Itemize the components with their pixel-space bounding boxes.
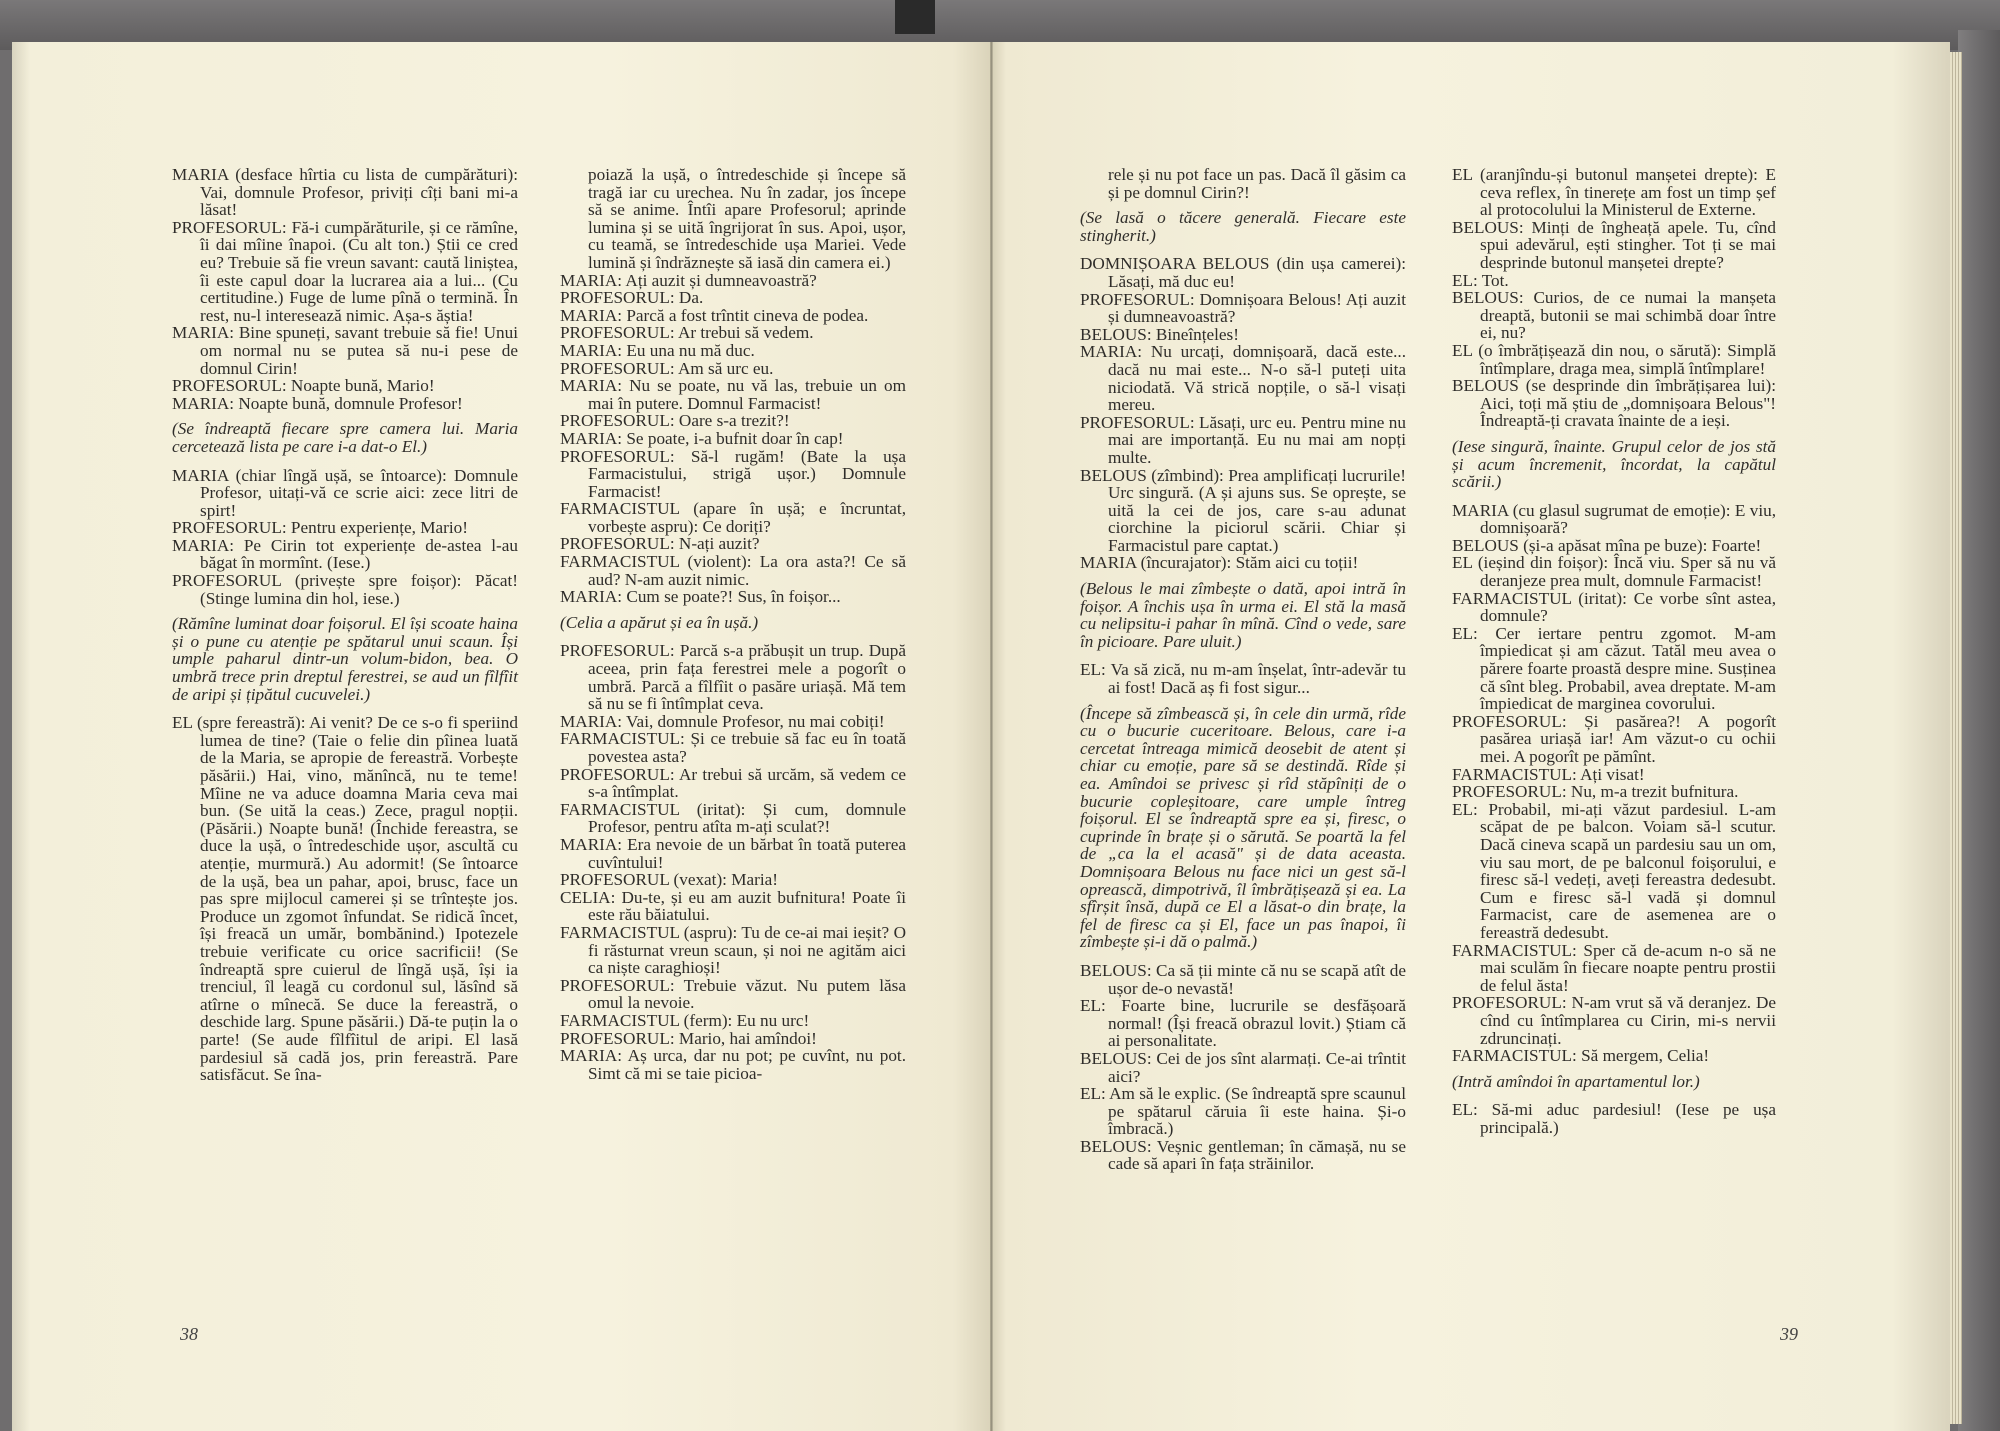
dialogue-line: EL: Am să le explic. (Se îndreaptă spre scaunul pe spătarul căruia îi este haina. Și-o îmbracă.) [1080,1084,1406,1139]
dialogue-line: FARMACISTUL (aspru): Tu de ce-ai mai ieșit? O fi răsturnat vreun scaun, și noi ne agităm aici ca niște caraghioși! [560,922,906,978]
dialogue-line: CELIA: Du-te, și eu am auzit bufnitura! Poate îi este rău băiatului. [560,887,906,925]
stage-direction: (Iese singură, înainte. Grupul celor de jos stă și acum încremenit, încordat, la capătul scării.) [1452,436,1776,492]
dialogue-line: PROFESORUL: Lăsați, urc eu. Pentru mine nu mai are importanță. Eu nu mai am nopți multe. [1080,412,1406,467]
dialogue-line: PROFESORUL: Și pasărea?! A pogorît pasărea uriașă iar! Am văzut-o cu ochii mei. A pogorît pe pămînt. [1452,711,1776,766]
dialogue-line: FARMACISTUL: Și ce trebuie să fac eu în toată povestea asta? [560,729,906,766]
dialogue-line: BELOUS: Bineînțeles! [1080,324,1239,344]
dialogue-line: MARIA (cu glasul sugrumat de emoție): E viu, domnișoară? [1452,500,1776,538]
dialogue-line: BELOUS (zîmbind): Prea amplificați lucrurile! Urc singură. (A și ajuns sus. Se oprește, se uită la cei de jos, care s-au adunat ciorchine la piciorul scării. Chiar și Farmacistul pare captat.) [1080,465,1406,555]
dialogue-line: MARIA: Nu se poate, nu vă las, trebuie un om mai în putere. Domnul Farmacist! [560,376,906,413]
dialogue-line: MARIA: Noapte bună, domnule Profesor! [172,393,463,413]
dialogue-line: PROFESORUL: Mario, hai amîndoi! [560,1028,817,1048]
dialogue-line: MARIA: Cum se poate?! Sus, în foișor... [560,587,841,607]
dialogue-line: MARIA: Bine spuneți, savant trebuie să fie! Unui om normal nu se putea să nu-i pese de domnul Cirin! [172,323,518,378]
stage-direction: (Se lasă o tăcere generală. Fiecare este stingherit.) [1080,208,1406,245]
dialogue-line: BELOUS: Cei de jos sînt alarmați. Ce-ai trîntit aici? [1080,1048,1406,1086]
left-page-column-2 [560,166,906,1082]
dialogue-line: EL: Probabil, mi-ați văzut pardesiul. L-am scăpat de pe balcon. Voiam să-l scutur. Dacă cineva scapă un pardesiu sau un om, viu sau mort, de pe balconul foișorului, e firesc să-l vedeți, aveți fereastra dedesubt. Cum e firesc să-l vadă și domnul Farmacist, care de asemenea are o fereastră dedesubt. [1452,799,1776,942]
dialogue-line: MARIA: Aș urca, dar nu pot; pe cuvînt, nu pot. Simt că mi se taie picioa- [560,1046,906,1083]
dialogue-line: EL (spre fereastră): Ai venit? De ce s-o fi speriind lumea de tine? (Taie o felie din pîinea luată de la Maria, se apropie de fereastră. Vorbește păsării.) Hai, vino, mănîncă, nu te teme! Mîine ne va aduce doamna Maria ceva mai bun. (Se uită la ceas.) Zece, pragul nopții. (Păsării.) Noapte bună! (Închide fereastra, se duce la ușă, o întredeschide ușor, ascultă cu atenție, murmură.) Au adormit! (Se întoarce de la ușă, bea un pahar, apoi, brusc, face un pas spre mijlocul camerei și se trîntește jos. Produce un zgomot înfundat. Se ridică încet, își freacă un umăr, bombănind.) Ipotezele trebuie verificate cu orice sacrificii! (Se îndreaptă spre cuierul de lîngă ușă, își ia trenciul, îl leagă cu cordonul sul, lăsînd să atîrne o mînecă. Se duce la fereastră, o deschide larg. Spune păsării.) Dă-te puțin la o parte! (Se aude fîlfîitul de aripi. El lasă pardesiul să cadă jos, prin fereastră. Pare satisfăcut. Se îna- [172,713,518,1085]
dialogue-line: EL: Foarte bine, lucrurile se desfășoară normal! (Își freacă obrazul lovit.) Știam că ai personalitate. [1080,996,1406,1051]
dialogue-line: PROFESORUL: Nu, m-a trezit bufnitura. [1452,782,1739,802]
dialogue-line: PROFESORUL: Să-l rugăm! (Bate la ușa Farmacistului, strigă ușor.) Domnule Farmacist! [560,446,906,501]
dialogue-line: MARIA: Pe Cirin tot experiențe de-astea l-au băgat în mormînt. (Iese.) [172,535,518,573]
dialogue-line: MARIA: Era nevoie de un bărbat în toată puterea cuvîntului! [560,834,906,872]
right-page-column-1 [1080,166,1406,1173]
dialogue-line: BELOUS (se desprinde din îmbrățișarea lui): Aici, toți mă știu de „domnișoara Belous"! Îndreaptă-ți cravata înainte de a ieși. [1452,376,1776,431]
dialogue-line: BELOUS: Curios, de ce numai la manșeta dreaptă, butonii se mai schimbă doar între ei, nu? [1452,288,1776,343]
dialogue-line: EL (aranjîndu-și butonul manșetei drepte): E ceva reflex, în tinerețe am fost un timp șef al protocolului la Ministerul de Externe. [1452,165,1776,220]
stage-direction: (Se îndreaptă fiecare spre camera lui. Maria cercetează lista pe care i-a dat-o El.) [172,419,518,456]
dialogue-line: FARMACISTUL: Ați visat! [1452,764,1645,784]
dialogue-line: rele și nu pot face un pas. Dacă îl găsim ca și pe domnul Cirin?! [1108,165,1406,202]
dialogue-line: MARIA: Eu una nu mă duc. [560,340,755,360]
dialogue-line: MARIA (încurajator): Stăm aici cu toții! [1080,553,1359,573]
dialogue-line: BELOUS (și-a apăsat mîna pe buze): Foarte! [1452,535,1762,555]
dialogue-line: PROFESORUL: Oare s-a trezit?! [560,411,790,431]
dialogue-line: EL: Va să zică, nu m-am înșelat, într-adevăr tu ai fost! Dacă aș fi fost sigur... [1080,660,1406,698]
dialogue-line: MARIA (chiar lîngă ușă, se întoarce): Domnule Profesor, uitați-vă ce scrie aici: zece litri de spirt! [172,465,518,520]
right-page-column-2 [1452,166,1776,1136]
stage-direction: (Intră amîndoi în apartamentul lor.) [1452,1071,1700,1091]
stage-direction: (Belous le mai zîmbește o dată, apoi intră în foișor. A închis ușa în urma ei. El stă la masă cu nelipsitu-i pahar în mînă. Cînd o vede, sare în picioare. Pare uluit.) [1080,579,1406,651]
dialogue-line: PROFESORUL (vexat): Maria! [560,870,778,890]
dialogue-line: PROFESORUL: Noapte bună, Mario! [172,376,435,396]
dialogue-line: EL (o îmbrățișează din nou, o sărută): Simplă întîmplare, draga mea, simplă întîmplare! [1452,340,1776,378]
book-cover-right [1958,30,2000,1431]
dialogue-line: MARIA: Se poate, i-a bufnit doar în cap! [560,428,844,448]
left-page-column-1 [172,166,518,1084]
dialogue-line: PROFESORUL: Da. [560,288,704,308]
dialogue-line: EL: Tot. [1452,270,1509,290]
dialogue-line: EL: Cer iertare pentru zgomot. M-am împiedicat și am căzut. Tatăl meu avea o părere foarte proastă despre mine. Susținea că sînt bleg. Probabil, avea dreptate. M-am împiedicat de marginea covorului. [1452,623,1776,714]
dialogue-line: PROFESORUL: Parcă s-a prăbușit un trup. După aceea, prin fața ferestrei mele a pogorît o umbră. Parcă a fîlfîit o pasăre uriașă. Mă tem să nu se fi întîmplat ceva. [560,641,906,714]
dialogue-line: PROFESORUL: Ar trebui să vedem. [560,323,814,343]
dialogue-line: EL: Să-mi aduc pardesiul! (Iese pe ușa principală.) [1452,1100,1776,1137]
dialogue-line: FARMACISTUL (violent): La ora asta?! Ce să aud? N-am auzit nimic. [560,552,906,589]
left-page [12,42,992,1431]
dialogue-line: FARMACISTUL: Să mergem, Celia! [1452,1046,1710,1066]
book-gutter [990,42,993,1431]
page-number-right: 39 [1780,1324,1798,1344]
dialogue-line: PROFESORUL: N-ați auzit? [560,534,760,554]
dialogue-line: BELOUS: Minți de îngheață apele. Tu, cînd spui adevărul, ești stingher. Tot ți se mai desprinde butonul manșetei drepte? [1452,217,1776,272]
dialogue-line: PROFESORUL: Ar trebui să urcăm, să vedem ce s-a întîmplat. [560,764,906,802]
dialogue-line: MARIA (desface hîrtia cu lista de cumpărături): Vai, domnule Profesor, priviți cîți bani mi-a lăsat! [172,165,518,220]
dialogue-line: MARIA: Vai, domnule Profesor, nu mai cobiți! [560,711,885,731]
dialogue-line: FARMACISTUL (iritat): Ce vorbe sînt astea, domnule? [1452,588,1776,626]
page-number-left: 38 [180,1324,198,1344]
dialogue-line: PROFESORUL: Am să urc eu. [560,358,774,378]
dialogue-line: EL (ieșind din foișor): Încă viu. Sper să nu vă deranjeze prea mult, domnule Farmacist! [1452,553,1776,591]
stage-direction: (Începe să zîmbească și, în cele din urmă, rîde cu o bucurie cuceritoare. Belous, care i-a cercetat întreaga mimică deosebit de atent și chiar cu emoție, pare să se destindă. Rîde și ea. Amîndoi se privesc și rîd stăpîniți de o bucurie copleșitoare, care umple întreg foișorul. El se îndreaptă spre ea și, firesc, o cuprinde în brațe și o sărută. Se poartă la fel de „ca la el acasă" și de data aceasta. Domnișoara Belous nu face nici un gest să-l oprească, dimpotrivă, îl îmbrățișează și ea. La sfîrșit însă, după ce El a lăsat-o din brațe, la fel de firesc ca și El, face un pas înapoi, îi zîmbește și-i dă o palmă.) [1080,703,1406,952]
dialogue-line: PROFESORUL (privește spre foișor): Păcat! (Stinge lumina din hol, iese.) [172,571,518,608]
dialogue-line: PROFESORUL: N-am vrut să vă deranjez. De cînd cu întîmplarea cu Cirin, mi-s nervii zdruncinați. [1452,993,1776,1048]
dialogue-line: FARMACISTUL: Sper că de-acum n-o să ne mai sculăm în fiecare noapte pentru prostii de felul ăsta! [1452,940,1776,995]
dialogue-line: MARIA: Ați auzit și dumneavoastră? [560,270,817,290]
dialogue-line: PROFESORUL: Pentru experiențe, Mario! [172,518,468,538]
dialogue-line: MARIA: Nu urcați, domnișoară, dacă este... dacă nu mai este... N-o să-l puteți uita niciodată. Vă strică nopțile, o să-l visați mereu. [1080,342,1406,415]
dialogue-line: poiază la ușă, o întredeschide și începe să tragă iar cu urechea. Nu în zadar, jos începe să se anime. Întîi apare Profesorul; aprinde lumina și se uită îngrijorat în sus. Apoi, ușor, cu teamă, se întredeschide ușa Mariei. Vede lumină și îndrăznește să iasă din camera ei.) [588,165,906,272]
right-page [992,42,1950,1431]
dialogue-line: FARMACISTUL (iritat): Și cum, domnule Profesor, pentru atîta m-ați sculat?! [560,799,906,837]
dialogue-line: FARMACISTUL (apare în ușă; e încruntat, vorbește aspru): Ce doriți? [560,499,906,536]
dialogue-line: PROFESORUL: Domnișoara Belous! Ați auzit și dumneavoastră? [1080,289,1406,327]
stage-direction: (Celia a apărut și ea în ușă.) [560,612,759,632]
dialogue-line: BELOUS: Ca să ții minte că nu se scapă atît de ușor de-o nevastă! [1080,960,1406,998]
dialogue-line: FARMACISTUL (ferm): Eu nu urc! [560,1010,810,1030]
dialogue-line: MARIA: Parcă a fost trîntit cineva de podea. [560,305,869,325]
page-edges [1950,52,1962,1424]
binding-tab [895,0,935,34]
dialogue-line: DOMNIȘOARA BELOUS (din ușa camerei): Lăsați, mă duc eu! [1080,254,1406,291]
dialogue-line: PROFESORUL: Fă-i cumpărăturile, și ce rămîne, îi dai mîine înapoi. (Cu alt ton.) Știi ce cred eu? Trebuie să fie vreun savant: caută liniștea, îi este capul doar la lucrarea aia a lui... (Cu certitudine.) Fuge de lume pînă o termină. În rest, nu-l interesează nimic. Așa-s ăștia! [172,217,518,325]
stage-direction: (Rămîne luminat doar foișorul. El își scoate haina și o pune cu atenție pe spătarul unui scaun. Își umple paharul dintr-un volum-bidon, bea. O umbră trece prin dreptul ferestrei, se aud un fîlfîit de aripi și țipătul cucuvelei.) [172,614,518,704]
dialogue-line: BELOUS: Veșnic gentleman; în cămașă, nu se cade să apari în fața străinilor. [1080,1136,1406,1174]
dialogue-line: PROFESORUL: Trebuie văzut. Nu putem lăsa omul la nevoie. [560,975,906,1013]
